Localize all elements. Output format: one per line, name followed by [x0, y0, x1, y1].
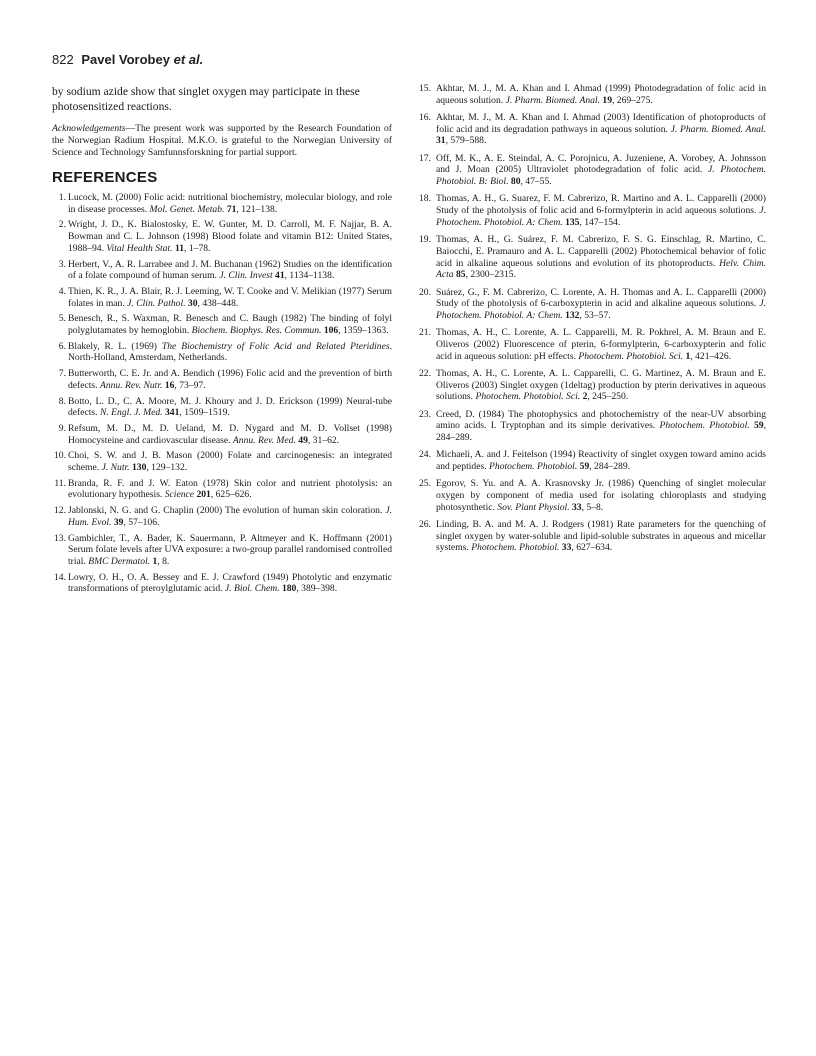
reference-number: 17. — [419, 152, 431, 164]
reference-volume: 31 — [436, 135, 446, 147]
reference-item — [416, 478, 766, 513]
reference-item — [52, 341, 392, 364]
reference-volume: 19 — [602, 94, 612, 106]
running-head-author: Pavel Vorobey et al. — [81, 52, 204, 67]
reference-item — [52, 423, 392, 446]
reference-pages: , 1134–1138. — [284, 270, 335, 282]
reference-pages: , 147–154. — [579, 216, 621, 228]
reference-journal: J. Nutr. — [101, 462, 130, 474]
acknowledgements — [52, 123, 392, 159]
reference-number: 25. — [419, 478, 431, 490]
right-column — [416, 83, 766, 560]
reference-number: 1. — [58, 192, 66, 203]
reference-number: 14. — [54, 571, 66, 583]
reference-text: Lucock, M. (2000) Folic acid: nutritional biochemistry, molecular biology, and role in disease processes. — [68, 192, 392, 215]
reference-text: Linding, B. A. and M. A. J. Rodgers (1981) Rate parameters for the quenching of singlet oxygen by water-soluble and lipid-soluble substrates in aqueous and micellar systems. — [436, 519, 766, 554]
reference-text: Benesch, R., S. Waxman, R. Benesch and C. Baugh (1982) The binding of folyl polyglutamates by hemoglobin. — [68, 313, 392, 337]
reference-item — [52, 478, 392, 501]
reference-item — [416, 234, 766, 281]
reference-number: 18. — [419, 193, 431, 205]
reference-pages: , 121–138. — [236, 203, 278, 215]
reference-pages: , 389–398. — [296, 583, 338, 595]
reference-journal: The Biochemistry of Folic Acid and Related Pteridines — [161, 340, 390, 352]
reference-item — [416, 449, 766, 472]
reference-journal: J. Pharm. Biomed. Anal. — [670, 123, 767, 135]
reference-pages: , 627–634. — [571, 542, 613, 554]
reference-journal: J. Pharm. Biomed. Anal. — [505, 94, 600, 106]
running-head — [52, 52, 203, 67]
reference-list-right — [416, 83, 766, 554]
reference-number: 20. — [419, 286, 431, 298]
reference-item — [416, 112, 766, 147]
reference-journal: Photochem. Photobiol. — [659, 420, 750, 432]
reference-volume: 106 — [323, 325, 339, 337]
reference-pages: , 53–57. — [579, 309, 611, 321]
reference-text: Akhtar, M. J., M. A. Khan and I. Ahmad (1999) Photodegradation of folic acid in aqueous solution. — [436, 83, 766, 106]
reference-number: 9. — [58, 422, 66, 434]
reference-item — [52, 533, 392, 568]
reference-number: 21. — [419, 327, 431, 339]
reference-volume: 85 — [456, 269, 466, 281]
reference-journal: Mol. Genet. Metab. — [149, 203, 225, 215]
reference-pages: , 579–588. — [445, 135, 487, 147]
page-number: 822 — [52, 52, 74, 67]
reference-text: Branda, R. F. and J. W. Eaton (1978) Skin color and nutrient photolysis: an evolutionary hypothesis. — [68, 477, 392, 501]
reference-journal: J. Hum. Evol. — [68, 505, 392, 528]
reference-pages: , 1509–1519. — [179, 407, 230, 419]
reference-text: Thien, K. R., J. A. Blair, R. J. Leeming, W. T. Cooke and V. Melikian (1977) Serum folates in man. — [68, 285, 392, 309]
reference-text: Gambichler, T., A. Bader, K. Sauermann, P. Altmeyer and K. Hoffmann (2001) Serum folate levels after UVA exposure: a two-group parallel randomised controlled trial. — [68, 532, 392, 567]
reference-volume: 16 — [164, 379, 175, 391]
reference-pages: , 31–62. — [307, 434, 340, 446]
reference-journal: J. Photochem. Photobiol. A: Chem. — [436, 205, 766, 228]
reference-item — [52, 505, 392, 528]
reference-volume: 33 — [561, 542, 572, 554]
reference-text: Herbert, V., A. R. Larrabee and J. M. Buchanan (1962) Studies on the identification of a folate compound of human serum. — [68, 258, 392, 282]
reference-number: 7. — [58, 368, 66, 380]
reference-pages: , 129–132. — [146, 462, 188, 474]
reference-journal: Biochem. Biophys. Res. Commun. — [191, 325, 322, 337]
reference-journal: J. Clin. Invest — [219, 270, 273, 282]
reference-text: Botto, L. D., C. A. Moore, M. J. Khoury and J. D. Erickson (1999) Neural-tube defects. — [68, 395, 392, 419]
reference-journal: J. Photochem. Photobiol. B: Biol. — [436, 164, 766, 188]
reference-number: 5. — [58, 313, 66, 325]
reference-item — [52, 286, 392, 309]
reference-journal: Photochem. Photobiol. — [489, 461, 578, 473]
reference-item — [416, 368, 766, 403]
reference-pages: , 1–78. — [184, 242, 211, 254]
reference-number: 26. — [419, 519, 431, 531]
reference-number: 6. — [58, 340, 66, 352]
reference-text: Akhtar, M. J., M. A. Khan and I. Ahmad (2003) Identification of photoproducts of folic acid and its degradation pathways in aqueous solution. — [436, 112, 766, 135]
reference-volume: 135 — [565, 216, 580, 228]
reference-journal: J. Photochem. Photobiol. A: Chem. — [436, 298, 766, 321]
reference-pages: , 245–250. — [587, 391, 629, 403]
reference-volume: 130 — [131, 462, 147, 474]
reference-text: Refsum, M. D., M. D. Ueland, M. D. Nygard and M. D. Vollset (1998) Homocysteine and cardiovascular disease. — [68, 422, 392, 446]
reference-item — [52, 313, 392, 336]
reference-journal: J. Biol. Chem. — [224, 583, 280, 595]
reference-text: Jablonski, N. G. and G. Chaplin (2000) The evolution of human skin coloration. — [68, 505, 386, 517]
reference-volume: 2 — [582, 391, 588, 403]
reference-volume: 180 — [281, 583, 297, 595]
reference-number: 24. — [419, 449, 431, 461]
body-paragraph: by sodium azide show that singlet oxygen may participate in these photosensitized reactions. — [52, 85, 360, 113]
reference-journal: Science — [164, 489, 195, 501]
reference-journal: Annu. Rev. Nutr. — [99, 379, 163, 391]
reference-journal: Helv. Chim. Acta — [436, 257, 766, 281]
reference-text: Michaeli, A. and J. Feitelson (1994) Reactivity of singlet oxygen toward amino acids and peptides. — [436, 449, 766, 473]
reference-volume: 59 — [579, 461, 590, 473]
reference-number: 19. — [419, 234, 431, 246]
reference-item — [52, 192, 392, 215]
reference-journal: N. Engl. J. Med. — [99, 407, 163, 419]
reference-pages: . North-Holland, Amsterdam, Netherlands. — [68, 340, 392, 364]
references-heading: REFERENCES — [52, 169, 158, 186]
reference-volume: 59 — [753, 420, 764, 432]
reference-pages: , 625–626. — [210, 489, 252, 501]
reference-text: Blakely, R. L. (1969) — [68, 340, 162, 352]
reference-item — [416, 409, 766, 444]
reference-text: Butterworth, C. E. Jr. and A. Bendich (1996) Folic acid and the prevention of birth defects. — [68, 368, 392, 391]
reference-journal: BMC Dermatol. — [88, 555, 151, 567]
reference-number: 16. — [419, 112, 431, 123]
reference-journal: Sov. Plant Physiol. — [497, 501, 570, 513]
reference-volume: 201 — [196, 489, 211, 501]
reference-pages: , 8. — [157, 555, 170, 567]
reference-journal: J. Clin. Pathol. — [127, 297, 186, 309]
reference-number: 22. — [419, 367, 431, 379]
reference-pages: , 47–55. — [520, 176, 552, 188]
reference-pages: , 421–426. — [690, 350, 732, 362]
reference-pages: , 284–289. — [589, 461, 631, 473]
reference-volume: 30 — [187, 297, 198, 309]
reference-text: Suárez, G., F. M. Cabrerizo, C. Lorente, A. H. Thomas and A. L. Capparelli (2000) Study of the photolysis of 6-carboxypterin in acid and alkaline aqueous solutions. — [436, 286, 766, 310]
reference-journal: Photochem. Photobiol. Sci. — [475, 391, 581, 403]
reference-volume: 11 — [174, 242, 185, 254]
reference-list-left — [52, 192, 392, 595]
acknowledgements-heading: Acknowledgements — [52, 123, 126, 134]
reference-volume: 341 — [165, 407, 180, 419]
reference-pages: , 1359–1363. — [338, 325, 389, 337]
reference-pages: , 57–106. — [123, 516, 160, 528]
acknowledgements-text: —The present work was supported by the Research Foundation of the Norwegian Radium Hospital. M.K.O. is grateful to the Norwegian University of Science and Technology Samfunnsforskning for partial support. — [52, 123, 392, 158]
reference-volume: 39 — [113, 516, 124, 528]
left-column — [52, 84, 392, 599]
reference-text: Off, M. K., A. E. Steindal, A. C. Porojnicu, A. Juzeniene, A. Vorobey, A. Johnsson and J. Moan (2005) Ultraviolet photodegradation of folic acid. — [436, 152, 766, 176]
reference-volume: 71 — [226, 203, 237, 215]
reference-item — [52, 259, 392, 282]
reference-number: 8. — [58, 395, 66, 407]
reference-volume: 1 — [685, 350, 691, 362]
reference-volume: 132 — [565, 309, 580, 321]
reference-item — [52, 572, 392, 595]
reference-pages: , 438–448. — [197, 297, 239, 309]
reference-pages: , 2300–2315. — [465, 269, 516, 281]
reference-number: 23. — [419, 408, 431, 420]
reference-number: 4. — [58, 285, 66, 297]
reference-item — [416, 83, 766, 106]
reference-journal: Photochem. Photobiol. Sci. — [578, 350, 684, 362]
reference-journal: Photochem. Photobiol. — [471, 542, 560, 554]
reference-number: 2. — [58, 219, 66, 231]
reference-number: 10. — [54, 450, 66, 462]
reference-volume: 41 — [275, 270, 285, 282]
reference-pages: , 5–8. — [581, 501, 604, 513]
reference-item — [416, 153, 766, 188]
reference-item — [52, 396, 392, 419]
reference-pages: , 269–275. — [611, 94, 653, 106]
reference-text: Lowry, O. H., O. A. Bessey and E. J. Crawford (1949) Photolytic and enzymatic transformations of pteroylglutamic acid. — [68, 571, 392, 595]
reference-item — [52, 219, 392, 254]
reference-item — [416, 193, 766, 228]
reference-text: Thomas, A. H., C. Lorente, A. L. Capparelli, C. G. Martinez, A. M. Braun and E. Oliveros (2003) Singlet oxygen (1deltag) production by pterin derivatives in aqueous solutions. — [436, 367, 766, 403]
reference-journal: Annu. Rev. Med. — [232, 434, 296, 446]
reference-pages: , 73–97. — [174, 379, 206, 391]
reference-text: Wright, J. D., K. Bialostosky, E. W. Gunter, M. D. Carroll, M. F. Najjar, B. A. Bowman and C. L. Johnson (1998) Blood folate and vitamin B12: United States, 1988–94. — [68, 219, 392, 254]
reference-volume: 33 — [572, 501, 582, 513]
reference-item — [416, 519, 766, 554]
reference-number: 3. — [58, 258, 66, 270]
reference-text: Creed, D. (1984) The photophysics and photochemistry of the near-UV absorbing amino acids. I. Tryptophan and its simple derivatives. — [436, 408, 766, 432]
reference-item — [52, 450, 392, 473]
reference-volume: 80 — [510, 176, 521, 188]
reference-item — [416, 287, 766, 322]
reference-item — [416, 327, 766, 362]
reference-journal: Vital Health Stat. — [106, 242, 173, 254]
reference-text: Egorov, S. Yu. and A. A. Krasnovsky Jr. (1986) Quenching of singlet molecular oxygen by component of media used for isolating chloroplasts and studying photosynthetic. — [436, 478, 766, 513]
reference-volume: 49 — [298, 434, 308, 446]
reference-text: Choi, S. W. and J. B. Mason (2000) Folate and carcinogenesis: an integrated scheme. — [68, 450, 392, 474]
reference-number: 12. — [54, 505, 66, 517]
reference-volume: 1 — [152, 555, 158, 567]
reference-item — [52, 368, 392, 391]
reference-number: 11. — [54, 477, 66, 489]
reference-number: 15. — [419, 83, 431, 94]
reference-number: 13. — [54, 532, 66, 544]
reference-text: Thomas, A. H., C. Lorente, A. L. Capparelli, M. R. Pokhrel, A. M. Braun and E. Oliveros (2002) Fluorescence of pterin, 6-formylpterin, 6-carboxypterin and folic acid in aqueous solution: pH effects. — [436, 327, 766, 362]
reference-text: Thomas, A. H., G. Suarez, F. M. Cabrerizo, R. Martino and A. L. Capparelli (2000) Study of the photolysis of folic acid and 6-formylpterin in acid aqueous solutions. — [436, 193, 766, 217]
reference-pages: , 284–289. — [436, 420, 766, 444]
reference-text: Thomas, A. H., G. Suárez, F. M. Cabrerizo, F. S. G. Einschlag, R. Martino, C. Baiocchi, E. Pramauro and A. L. Capparelli (2002) Photochemical behavior of folic acid in alkaline aqueous solutions and evolution of its photoproducts. — [436, 234, 766, 269]
